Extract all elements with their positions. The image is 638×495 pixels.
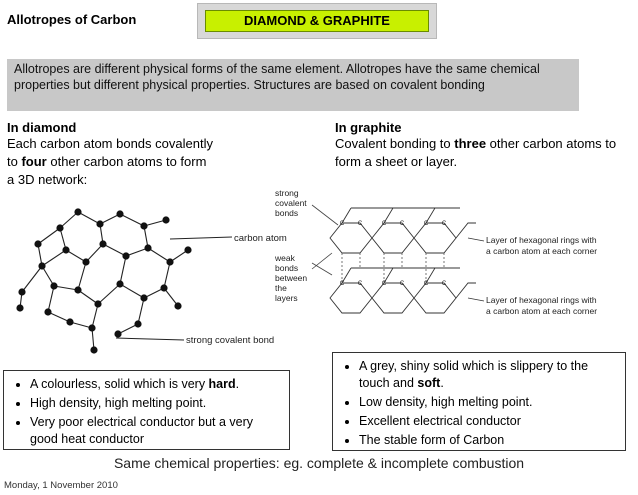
svg-text:C: C: [441, 221, 447, 227]
svg-text:between: between: [275, 273, 308, 283]
banner-label: DIAMOND & GRAPHITE: [205, 10, 429, 32]
page-title: Allotropes of Carbon: [7, 12, 137, 27]
graphite-properties-box: [332, 352, 626, 451]
svg-text:C: C: [399, 221, 405, 227]
svg-text:C: C: [399, 281, 405, 287]
svg-text:a carbon atom at each corner: a carbon atom at each corner: [486, 246, 598, 256]
svg-text:weak: weak: [275, 253, 295, 263]
date-stamp: Monday, 1 November 2010: [4, 480, 118, 491]
svg-text:a carbon atom at each corner: a carbon atom at each corner: [486, 306, 598, 316]
diamond-bonds: [20, 212, 188, 350]
svg-text:bonds: bonds: [275, 263, 299, 273]
graphite-structure-diagram: [270, 183, 628, 333]
svg-text:the: the: [275, 283, 287, 293]
diamond-property-item: • A colourless, solid which is very hard.: [30, 376, 283, 393]
svg-text:layers: layers: [275, 293, 298, 303]
svg-text:C: C: [381, 221, 387, 227]
svg-text:C: C: [423, 221, 429, 227]
graphite-section: [335, 120, 625, 171]
weak-bonds-label: [274, 253, 307, 303]
layer-top-label: [486, 235, 597, 256]
graphite-layer-top: [330, 208, 476, 253]
svg-text:C: C: [339, 221, 345, 227]
svg-text:bonds: bonds: [275, 208, 299, 218]
graphite-property-item: • A grey, shiny solid which is slippery to the touch and soft.: [359, 358, 619, 392]
svg-text:C: C: [357, 221, 363, 227]
carbon-atom-label: carbon atom: [234, 233, 287, 244]
svg-text:C: C: [357, 281, 363, 287]
svg-text:C: C: [339, 281, 345, 287]
strong-bonds-label: [275, 188, 307, 218]
svg-text:C: C: [423, 281, 429, 287]
strong-bond-label: strong covalent bond: [186, 335, 275, 346]
graphite-description: Covalent bonding to three other carbon atoms to form a sheet or layer.: [335, 136, 617, 169]
diamond-property-item: • Very poor electrical conductor but a very good heat conductor: [30, 414, 283, 448]
svg-text:C: C: [441, 281, 447, 287]
svg-text:C: C: [381, 281, 387, 287]
graphite-property-item: • The stable form of Carbon: [359, 432, 619, 449]
carbon-atom-pointer: [170, 237, 232, 239]
graphite-property-item: • Excellent electrical conductor: [359, 413, 619, 430]
diamond-description: Each carbon atom bonds covalently to four other carbon atoms to form a 3D network:: [7, 136, 213, 187]
svg-text:covalent: covalent: [275, 198, 307, 208]
footer-note: Same chemical properties: eg. complete & incomplete combustion: [113, 455, 525, 471]
label-pointers: [312, 205, 338, 275]
layer-bottom-pointer: [468, 298, 484, 301]
graphite-heading: In graphite: [335, 120, 402, 135]
title-banner: [197, 3, 437, 39]
layer-bottom-label: [486, 295, 597, 316]
diamond-section: [7, 120, 217, 189]
diamond-heading: In diamond: [7, 120, 77, 135]
carbon-atom-symbols: [340, 221, 447, 287]
strong-bond-pointer: [116, 338, 184, 340]
diamond-property-item: • High density, high melting point.: [30, 395, 283, 412]
svg-text:Layer of hexagonal rings with: Layer of hexagonal rings with: [486, 235, 597, 245]
svg-text:strong: strong: [275, 188, 299, 198]
diamond-properties-box: [3, 370, 290, 450]
graphite-layer-bottom: [330, 268, 476, 313]
svg-text:Layer of hexagonal rings with: Layer of hexagonal rings with: [486, 295, 597, 305]
graphite-property-item: • Low density, high melting point.: [359, 394, 619, 411]
intro-box: Allotropes are different physical forms of the same element. Allotropes have the same chemical properties but different physical properties. Structures are based on covalent bonding: [7, 59, 579, 111]
layer-top-pointer: [468, 238, 484, 241]
